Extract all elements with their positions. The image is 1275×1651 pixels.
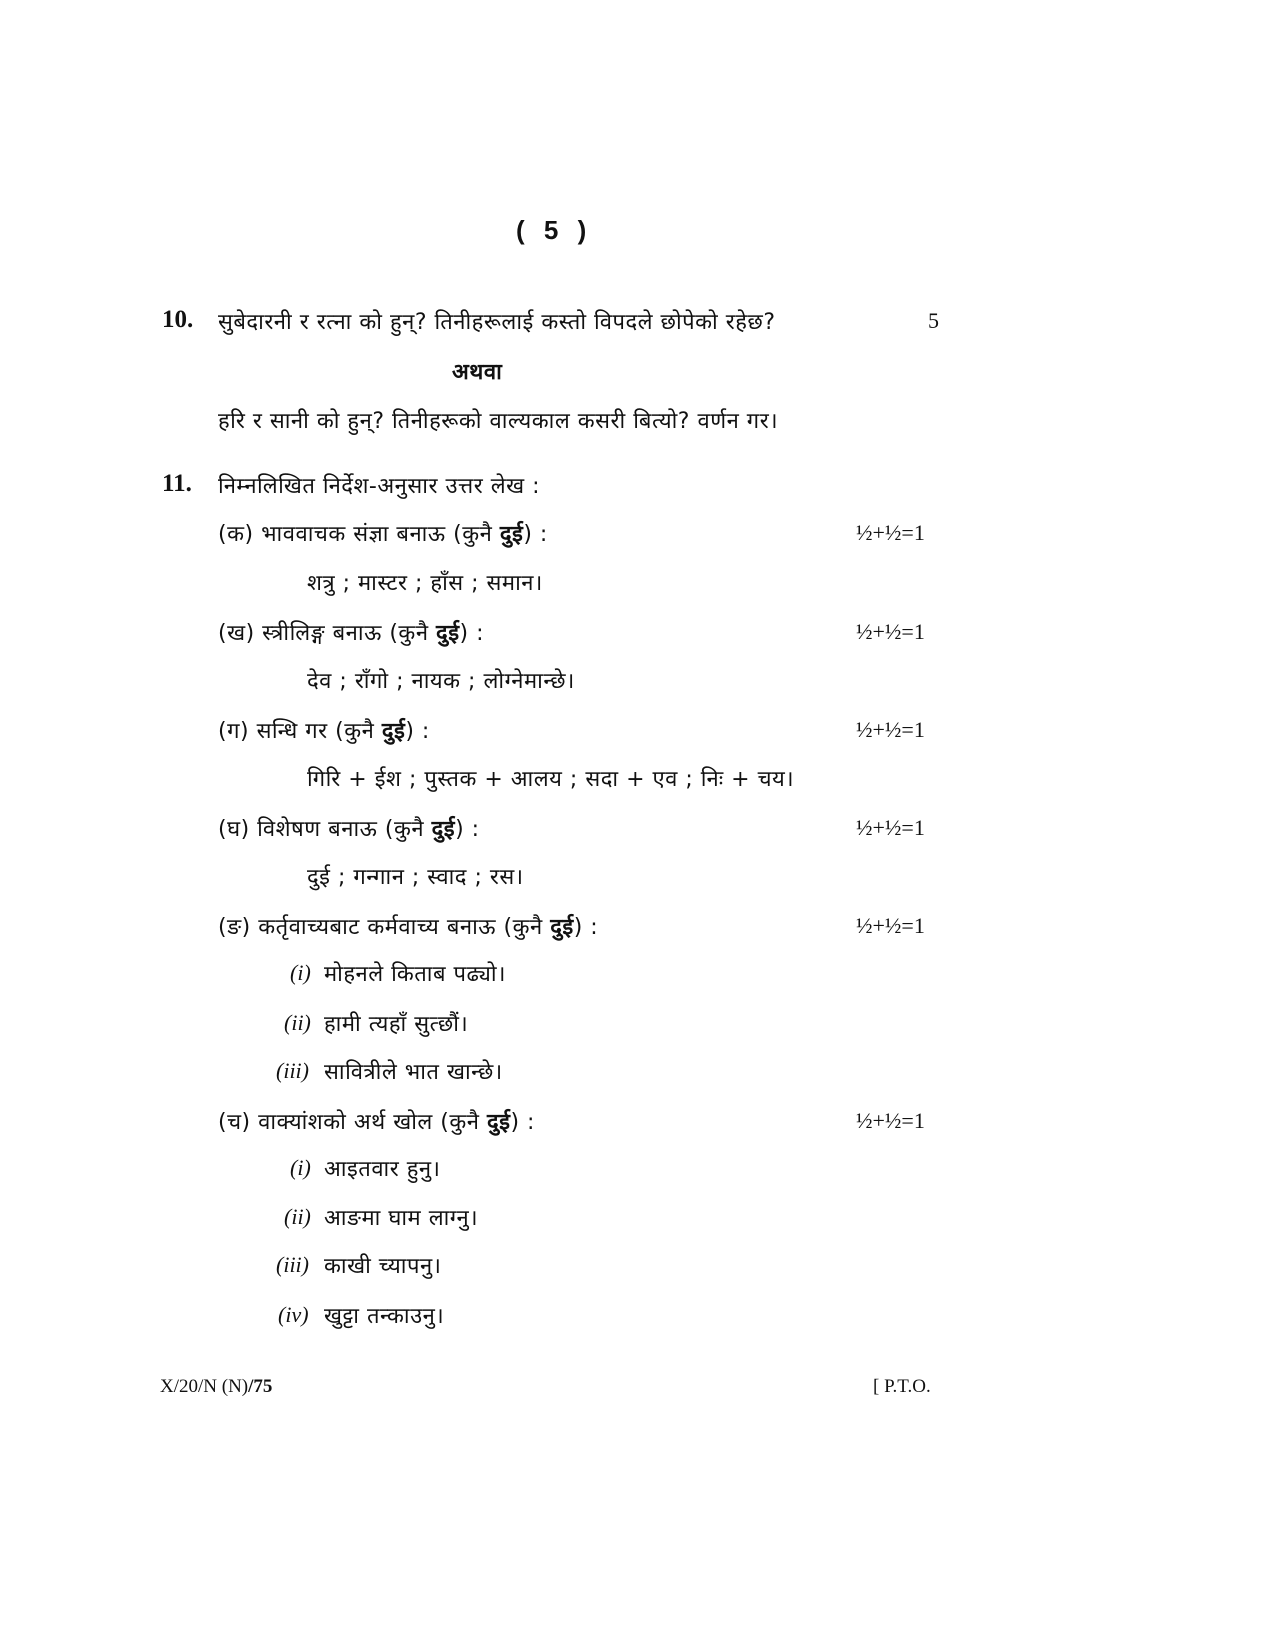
part-ga [218, 715, 430, 745]
part-gha-marks: ½+½=1 [856, 815, 925, 840]
part-prompt-tail: ) : [459, 621, 485, 646]
part-gha-words: दुई ; गन्गान ; स्वाद ; रस। [307, 865, 524, 890]
paper-code-suffix: /75 [248, 1376, 273, 1397]
or-separator: अथवा [452, 360, 503, 385]
list-item-text: खुट्टा तन्काउनु। [324, 1304, 445, 1329]
part-nga [218, 911, 598, 941]
part-prompt-tail: ) : [455, 817, 480, 842]
list-item-text: सावित्रीले भात खान्छे। [324, 1060, 503, 1085]
question-11-instruction: निम्नलिखित निर्देश-अनुसार उत्तर लेख : [218, 474, 541, 499]
part-kha-words: देव ; राँगो ; नायक ; लोग्नेमान्छे। [307, 669, 575, 694]
part-prompt: स्त्रीलिङ्ग बनाऊ (कुनै [262, 621, 429, 646]
part-prompt-tail: ) : [510, 1110, 535, 1135]
part-prompt: सन्धि गर (कुनै [256, 719, 375, 744]
part-prompt-tail: ) : [573, 915, 599, 940]
part-kha-marks: ½+½=1 [856, 619, 925, 644]
part-ka-marks: ½+½=1 [856, 520, 925, 545]
part-prompt: कर्तृवाच्यबाट कर्मवाच्य बनाऊ (कुनै [258, 915, 543, 940]
part-label: (घ) [218, 817, 250, 842]
question-11-number: 11. [162, 470, 192, 497]
list-item-roman: (iv) [278, 1302, 309, 1327]
part-gha [218, 813, 480, 843]
part-label: (च) [218, 1110, 251, 1135]
question-10-marks: 5 [928, 308, 939, 333]
part-nga-marks: ½+½=1 [856, 913, 925, 938]
paper-code [160, 1376, 272, 1398]
pto-label: [ P.T.O. [873, 1376, 931, 1397]
list-item-text: आइतवार हुनु। [324, 1157, 441, 1182]
part-cha [218, 1106, 535, 1136]
part-prompt-bold: दुई [436, 621, 460, 646]
page-number: ( 5 ) [516, 215, 593, 245]
list-item-roman: (iii) [276, 1058, 309, 1083]
part-label: (ग) [218, 719, 250, 744]
part-ga-marks: ½+½=1 [856, 717, 925, 742]
part-kha [218, 617, 484, 647]
part-prompt-bold: दुई [550, 915, 574, 940]
part-prompt-bold: दुई [381, 719, 406, 744]
list-item-text: हामी त्यहाँ सुत्छौं। [324, 1012, 469, 1037]
part-prompt-bold: दुई [487, 1110, 511, 1135]
list-item-roman: (ii) [284, 1010, 311, 1035]
part-prompt-bold: दुई [499, 522, 524, 547]
part-ga-words: गिरि + ईश ; पुस्तक + आलय ; सदा + एव ; निः + चय। [307, 767, 795, 792]
part-prompt: विशेषण बनाऊ (कुनै [257, 817, 425, 842]
part-prompt-tail: ) : [523, 522, 548, 547]
list-item-roman: (iii) [276, 1252, 309, 1277]
part-label: (क) [218, 522, 254, 547]
part-ka [218, 518, 548, 548]
paper-code-prefix: X/20/N (N) [160, 1376, 249, 1397]
part-prompt: वाक्यांशको अर्थ खोल (कुनै [258, 1110, 480, 1135]
part-prompt-bold: दुई [431, 817, 456, 842]
part-cha-marks: ½+½=1 [856, 1108, 925, 1133]
part-label: (ङ) [218, 915, 251, 940]
question-10-text: सुबेदारनी र रत्ना को हुन्? तिनीहरूलाई कस्तो विपदले छोपेको रहेछ? [218, 310, 776, 335]
list-item-text: आङमा घाम लाग्नु। [324, 1206, 479, 1231]
list-item-roman: (i) [290, 960, 311, 985]
part-label: (ख) [218, 621, 255, 646]
part-ka-words: शत्रु ; मास्टर ; हाँस ; समान। [307, 571, 543, 596]
question-10-number: 10. [162, 306, 194, 333]
part-prompt-tail: ) : [405, 719, 430, 744]
list-item-roman: (i) [290, 1155, 311, 1180]
list-item-roman: (ii) [284, 1204, 311, 1229]
list-item-text: मोहनले किताब पढ्यो। [324, 962, 506, 987]
list-item-text: काखी च्यापनु। [324, 1254, 442, 1279]
part-prompt: भाववाचक संज्ञा बनाऊ (कुनै [261, 522, 493, 547]
question-10-alternative: हरि र सानी को हुन्? तिनीहरूको वाल्यकाल कसरी बित्यो? वर्णन गर। [218, 409, 779, 434]
